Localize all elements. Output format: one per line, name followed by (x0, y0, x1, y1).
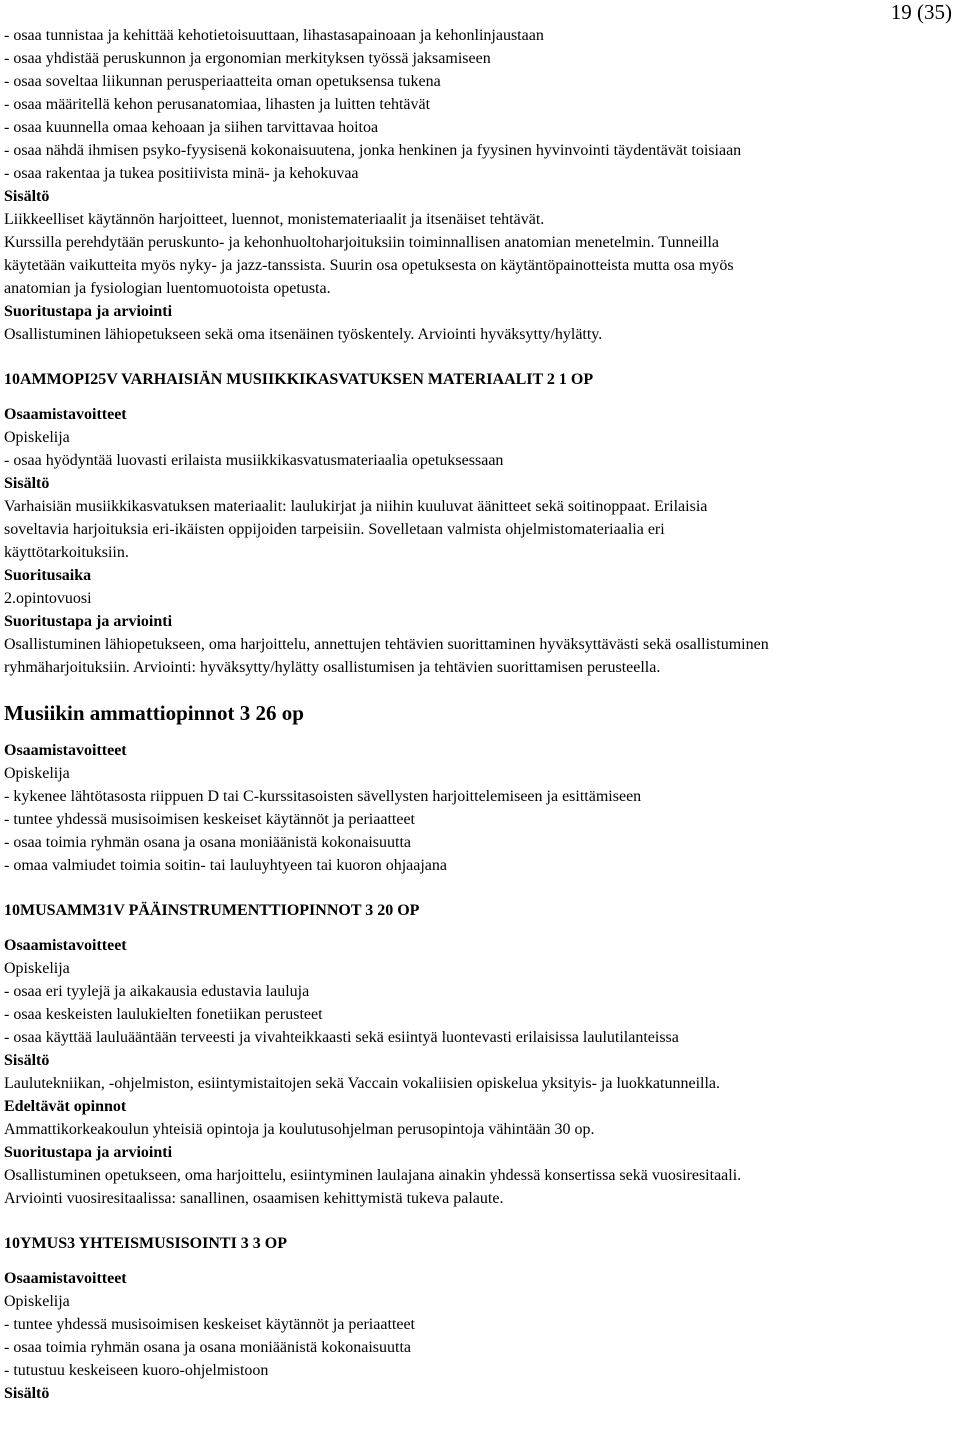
assessment-heading: Suoritustapa ja arviointi (4, 303, 173, 320)
paragraph-line: ryhmäharjoituksiin. Arviointi: hyväksytty/hylätty osallistumisen ja tehtävien suorittamisen perusteella. (4, 659, 661, 676)
assessment-heading: Suoritustapa ja arviointi (4, 1144, 173, 1161)
paragraph-line: Osallistuminen lähiopetukseen sekä oma itsenäinen työskentely. Arviointi hyväksytty/hylätty. (4, 326, 603, 343)
student-label: Opiskelija (4, 429, 70, 446)
assessment-heading: Suoritustapa ja arviointi (4, 613, 173, 630)
time-heading: Suoritusaika (4, 567, 92, 584)
section-title: Musiikin ammattiopinnot 3 26 op (4, 701, 304, 725)
paragraph-line: Osallistuminen lähiopetukseen, oma harjoittelu, annettujen tehtävien suorittaminen hyväksyttävästi sekä osallistuminen (4, 636, 769, 653)
list-item: - osaa käyttää lauluääntään terveesti ja vivahteikkaasti sekä esiintyä luontevasti erilaisissa laulutilanteissa (4, 1029, 679, 1046)
list-item: - osaa keskeisten laulukielten fonetiikan perusteet (4, 1006, 323, 1023)
list-item: - osaa rakentaa ja tukea positiivista minä- ja kehokuvaa (4, 165, 359, 182)
paragraph-line: Laulutekniikan, -ohjelmiston, esiintymistaitojen sekä Vaccain vokaliisien opiskelua yksityis- ja luokkatunneilla. (4, 1075, 721, 1092)
intro-objectives (4, 24, 944, 185)
objectives-heading: Osaamistavoitteet (4, 1270, 127, 1287)
list-item: - osaa kuunnella omaa kehoaan ja siihen tarvittavaa hoitoa (4, 119, 379, 136)
student-label: Opiskelija (4, 765, 70, 782)
course-title: 10YMUS3 YHTEISMUSISOINTI 3 3 OP (4, 1235, 288, 1252)
prereq-heading: Edeltävät opinnot (4, 1098, 127, 1115)
paragraph-line: Osallistuminen opetukseen, oma harjoittelu, esiintyminen laulajana ainakin yhdessä konsertissa sekä vuosiresitaali. (4, 1167, 742, 1184)
list-item: - osaa soveltaa liikunnan perusperiaatteita oman opetuksensa tukena (4, 73, 441, 90)
objectives-heading: Osaamistavoitteet (4, 937, 127, 954)
paragraph-line: soveltavia harjoituksia eri-ikäisten oppijoiden tarpeisiin. Sovelletaan valmista ohjelmistomateriaalia eri (4, 521, 665, 538)
paragraph-line: käyttötarkoituksiin. (4, 544, 129, 561)
content-heading: Sisältö (4, 188, 50, 205)
course-title: 10MUSAMM31V PÄÄINSTRUMENTTIOPINNOT 3 20 OP (4, 902, 420, 919)
content-heading: Sisältö (4, 1385, 50, 1402)
list-item: - tuntee yhdessä musisoimisen keskeiset käytännöt ja periaatteet (4, 1316, 415, 1333)
list-item: - osaa määritellä kehon perusanatomiaa, lihasten ja luitten tehtävät (4, 96, 431, 113)
content-heading: Sisältö (4, 475, 50, 492)
paragraph-line: Kurssilla perehdytään peruskunto- ja kehonhuoltoharjoituksiin toiminnallisen anatomian menetelmin. Tunneilla (4, 234, 719, 251)
paragraph-line: käytetään vaikutteita myös nyky- ja jazz-tanssista. Suurin osa opetuksesta on käytäntöpainotteista mutta osa myös (4, 257, 734, 274)
paragraph-line: Liikkeelliset käytännön harjoitteet, luennot, monistemateriaalit ja itsenäiset tehtävät. (4, 211, 545, 228)
page-number: 19 (35) (890, 0, 952, 24)
list-item: - osaa nähdä ihmisen psyko-fyysisenä kokonaisuutena, jonka henkinen ja fyysinen hyvinvointi täydentävät toisiaan (4, 142, 742, 159)
student-label: Opiskelija (4, 1293, 70, 1310)
objectives-heading: Osaamistavoitteet (4, 742, 127, 759)
paragraph-line: Ammattikorkeakoulun yhteisiä opintoja ja koulutusohjelman perusopintoja vähintään 30 op. (4, 1121, 595, 1138)
objectives-heading: Osaamistavoitteet (4, 406, 127, 423)
list-item: - osaa toimia ryhmän osana ja osana moniäänistä kokonaisuutta (4, 1339, 411, 1356)
paragraph-line: Varhaisiän musiikkikasvatuksen materiaalit: laulukirjat ja niihin kuuluvat äänitteet sekä soitinoppaat. Erilaisia (4, 498, 708, 515)
student-label: Opiskelija (4, 960, 70, 977)
paragraph-line: Arviointi vuosiresitaalissa: sanallinen, osaamisen kehittymistä tukeva palaute. (4, 1190, 504, 1207)
page-content (4, 24, 944, 1405)
list-item: - osaa hyödyntää luovasti erilaista musiikkikasvatusmateriaalia opetuksessaan (4, 452, 504, 469)
list-item: - osaa tunnistaa ja kehittää kehotietoisuuttaan, lihastasapainoaan ja kehonlinjaustaan (4, 27, 544, 44)
list-item: - kykenee lähtötasosta riippuen D tai C-kurssitasoisten sävellysten harjoittelemiseen ja esittämiseen (4, 788, 642, 805)
list-item: - osaa yhdistää peruskunnon ja ergonomian merkityksen työssä jaksamiseen (4, 50, 491, 67)
list-item: - osaa toimia ryhmän osana ja osana moniäänistä kokonaisuutta (4, 834, 411, 851)
time-value: 2.opintovuosi (4, 590, 92, 607)
list-item: - tutustuu keskeiseen kuoro-ohjelmistoon (4, 1362, 269, 1379)
course-title: 10AMMOPI25V VARHAISIÄN MUSIIKKIKASVATUKSEN MATERIAALIT 2 1 OP (4, 371, 594, 388)
paragraph-line: anatomian ja fysiologian luentomuotoista opetusta. (4, 280, 331, 297)
content-heading: Sisältö (4, 1052, 50, 1069)
list-item: - omaa valmiudet toimia soitin- tai lauluyhtyeen tai kuoron ohjaajana (4, 857, 447, 874)
list-item: - osaa eri tyylejä ja aikakausia edustavia lauluja (4, 983, 310, 1000)
list-item: - tuntee yhdessä musisoimisen keskeiset käytännöt ja periaatteet (4, 811, 415, 828)
